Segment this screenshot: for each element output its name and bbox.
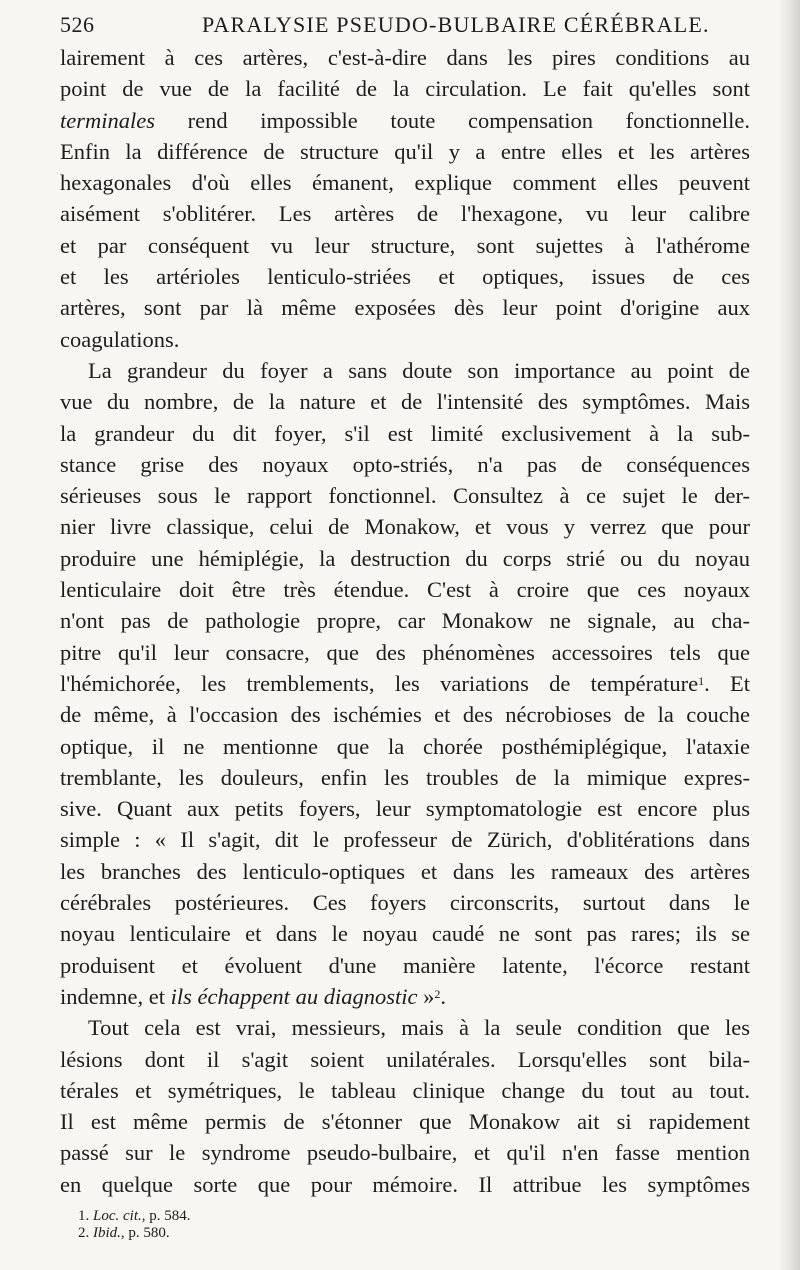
text-fragment: . bbox=[440, 983, 446, 1009]
text-line: Enfin la différence de structure qu'il y a entre elles et les artères bbox=[60, 138, 750, 164]
text-line: aisément s'oblitérer. Les artères de l'hexagone, vu leur calibre bbox=[60, 201, 750, 227]
footnotes bbox=[78, 1208, 478, 1242]
footnote bbox=[78, 1208, 478, 1225]
text-line: et les artérioles lenticulo-striées et optiques, issues de ces bbox=[60, 264, 750, 290]
text-fragment: l'hémichorée, les tremblements, les variations de température bbox=[60, 670, 699, 696]
text-line: noyau lenticulaire et dans le noyau caudé ne sont pas rares; ils se bbox=[60, 921, 750, 947]
text-fragment: indemne, et bbox=[60, 983, 165, 1009]
text-line: en quelque sorte que pour mémoire. Il attribue les symptômes bbox=[60, 1171, 750, 1197]
text-line: sérieuses sous le rapport fonctionnel. Consultez à ce sujet le der- bbox=[60, 483, 750, 509]
text-line bbox=[60, 105, 750, 136]
text-line: nier livre classique, celui de Monakow, et vous y verrez que pour bbox=[60, 514, 750, 540]
text-line: produire une hémiplégie, la destruction du corps strié ou du noyau bbox=[60, 545, 750, 571]
text-line: pitre qu'il leur consacre, que des phénomènes accessoires tels que bbox=[60, 639, 750, 665]
footnote-source: Loc. cit. bbox=[93, 1208, 142, 1224]
text-line bbox=[60, 981, 750, 1012]
footnote-number: 2. bbox=[78, 1225, 90, 1241]
footnote-page: , p. 580. bbox=[120, 1225, 170, 1241]
paragraph-start: Tout cela est vrai, messieurs, mais à la seule condition que les bbox=[88, 1015, 750, 1041]
text-line: lenticulaire doit être très étendue. C'est à croire que ces noyaux bbox=[60, 577, 750, 603]
text-line: lésions dont il s'agit soient unilatérales. Lorsqu'elles sont bila- bbox=[60, 1046, 750, 1072]
text-line: vue du nombre, de la nature et de l'intensité des symptômes. Mais bbox=[60, 389, 750, 415]
running-title: PARALYSIE PSEUDO-BULBAIRE CÉRÉBRALE. bbox=[202, 12, 710, 37]
footnote-number: 1. bbox=[78, 1208, 90, 1224]
text-line: de même, à l'occasion des ischémies et des nécrobioses de la couche bbox=[60, 702, 750, 728]
body-text bbox=[60, 42, 750, 1200]
text-line: n'ont pas de pathologie propre, car Monakow ne signale, au cha- bbox=[60, 608, 750, 634]
text-line: simple : « Il s'agit, dit le professeur de Zürich, d'oblitérations dans bbox=[60, 827, 750, 853]
text-line: stance grise des noyaux opto-striés, n'a pas de conséquences bbox=[60, 451, 750, 477]
text-fragment: . Et bbox=[704, 670, 750, 696]
text-fragment: » bbox=[417, 983, 435, 1009]
italic-term: terminales bbox=[60, 107, 155, 133]
text-line: tremblante, les douleurs, enfin les troubles de la mimique expres- bbox=[60, 764, 750, 790]
footnote-marker: 2 bbox=[434, 986, 441, 1001]
text-line: optique, il ne mentionne que la chorée posthémiplégique, l'ataxie bbox=[60, 733, 750, 759]
italic-quote: ils échappent au diagnostic bbox=[170, 983, 418, 1009]
text-line: la grandeur du dit foyer, s'il est limité exclusivement à la sub- bbox=[60, 420, 750, 446]
text-fragment: rend impossible toute compensation fonctionnelle. bbox=[187, 107, 750, 133]
text-line: point de vue de la facilité de la circulation. Le fait qu'elles sont bbox=[60, 76, 750, 102]
footnote bbox=[78, 1225, 478, 1242]
text-line: lairement à ces artères, c'est-à-dire dans les pires conditions au bbox=[60, 45, 750, 70]
footnote-source: Ibid. bbox=[93, 1225, 121, 1241]
text-line: produisent et évoluent d'une manière latente, l'écorce restant bbox=[60, 952, 750, 978]
page-edge-shadow bbox=[778, 0, 800, 1270]
text-line: les branches des lenticulo-optiques et dans les rameaux des artères bbox=[60, 858, 750, 884]
paragraph-start: La grandeur du foyer a sans doute son importance au point de bbox=[88, 357, 750, 383]
text-line: Il est même permis de s'étonner que Monakow ait si rapidement bbox=[60, 1109, 750, 1135]
text-line: coagulations. bbox=[60, 326, 180, 352]
text-line: sive. Quant aux petits foyers, leur symptomatologie est encore plus bbox=[60, 796, 750, 822]
footnote-page: , p. 584. bbox=[141, 1208, 191, 1224]
running-head bbox=[60, 12, 750, 40]
text-line bbox=[60, 668, 750, 699]
text-line: térales et symétriques, le tableau clinique change du tout au tout. bbox=[60, 1077, 750, 1103]
text-line: et par conséquent vu leur structure, sont sujettes à l'athérome bbox=[60, 232, 750, 258]
footnote-marker: 1 bbox=[698, 673, 705, 688]
text-line: hexagonales d'où elles émanent, explique comment elles peuvent bbox=[60, 170, 750, 196]
text-line: passé sur le syndrome pseudo-bulbaire, et qu'il n'en fasse mention bbox=[60, 1140, 750, 1166]
text-line: artères, sont par là même exposées dès leur point d'origine aux bbox=[60, 295, 750, 321]
text-line: cérébrales postérieures. Ces foyers circonscrits, surtout dans le bbox=[60, 890, 750, 916]
page-number: 526 bbox=[60, 12, 95, 37]
